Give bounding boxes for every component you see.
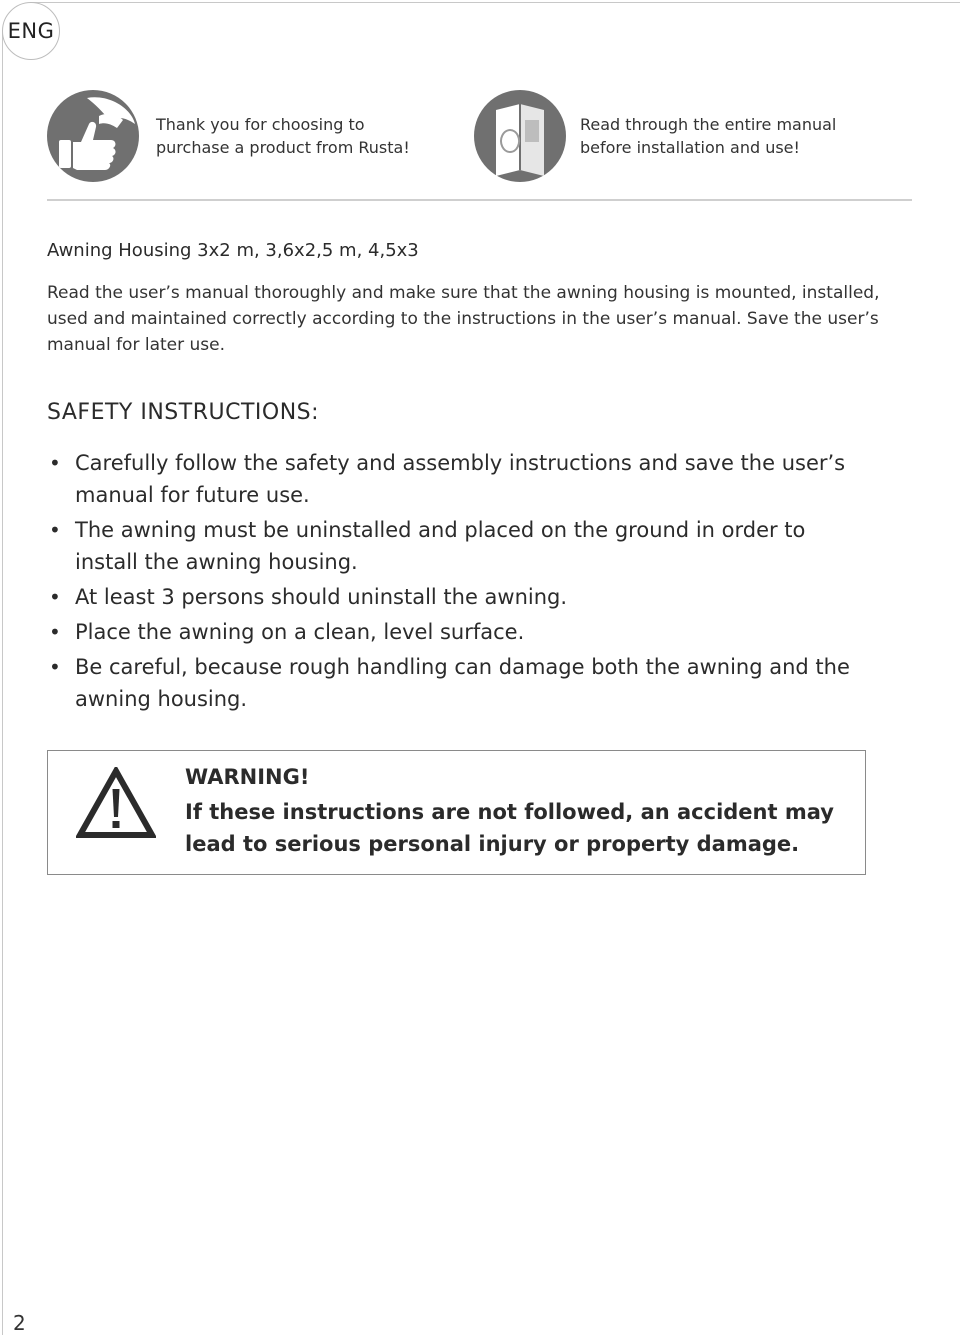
product-title: Awning Housing 3x2 m, 3,6x2,5 m, 4,5x3: [47, 240, 419, 261]
warning-text: If these instructions are not followed, an accident may lead to serious personal injury or property damage.: [185, 800, 834, 856]
bullet: •: [49, 655, 61, 679]
thumbs-up-icon: [47, 90, 139, 182]
warning-box: [47, 750, 866, 875]
intro-read-manual: [474, 90, 836, 182]
bullet: •: [49, 620, 61, 644]
list-item: [47, 616, 867, 648]
intro-read-manual-text: Read through the entire manual before installation and use!: [580, 115, 837, 157]
list-item-text: Be careful, because rough handling can damage both the awning and the awning housing.: [75, 655, 850, 711]
header-divider: [47, 199, 912, 201]
intro-thank-you-text: Thank you for choosing to purchase a product from Rusta!: [156, 115, 410, 157]
language-badge: [2, 2, 60, 60]
intro-paragraph: Read the user’s manual thoroughly and make sure that the awning housing is mounted, installed, used and maintained correctly according to the instructions in the user’s manual. Save the user’s manual for later use.: [47, 283, 880, 355]
list-item: [47, 514, 867, 578]
list-item: [47, 581, 867, 613]
intro-thank-you: [47, 90, 410, 182]
bullet: •: [49, 451, 61, 475]
list-item-text: Carefully follow the safety and assembly instructions and save the user’s manual for future use.: [75, 451, 846, 507]
warning-triangle-icon: [76, 767, 156, 839]
manual-book-icon: [474, 90, 566, 182]
safety-heading: SAFETY INSTRUCTIONS:: [47, 400, 320, 425]
list-item-text: Place the awning on a clean, level surface.: [75, 620, 525, 644]
warning-title: WARNING!: [185, 765, 310, 789]
language-label: ENG: [7, 19, 55, 43]
safety-list: [47, 447, 867, 718]
bullet: •: [49, 518, 61, 542]
page-number: 2: [13, 1311, 26, 1335]
page-border-left: [2, 30, 3, 1335]
list-item: [47, 447, 867, 511]
list-item: [47, 651, 867, 715]
list-item-text: At least 3 persons should uninstall the awning.: [75, 585, 568, 609]
list-item-text: The awning must be uninstalled and placed on the ground in order to install the awning housing.: [75, 518, 806, 574]
page-border-top: [30, 2, 960, 3]
bullet: •: [49, 585, 61, 609]
